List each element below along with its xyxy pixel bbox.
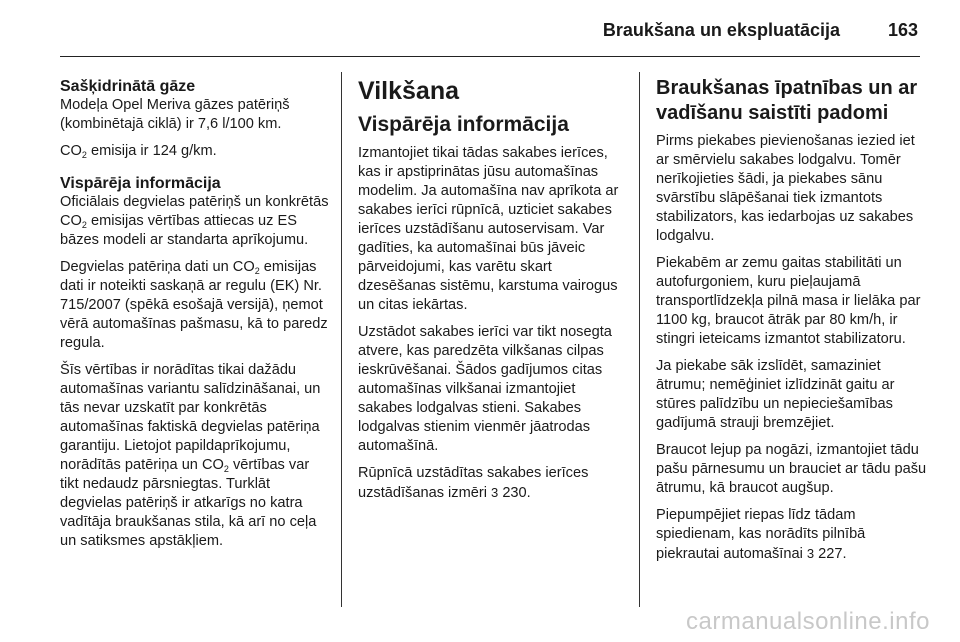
page-reference[interactable]: 227. [814, 546, 847, 562]
column-divider-2 [639, 72, 640, 607]
heading-lpg: Sašķidrinātā gāze [60, 78, 196, 95]
column-divider-1 [341, 72, 342, 607]
paragraph-stabiliser: Piekabēm ar zemu gaitas stabilitāti un autofurgoniem, kuru pieļaujamā transportlīdzekļa pilnā masa ir lielāka par 1100 kg, braucot ātrāk par 80 km/h, ir stingri ieteicams izmantot stabilizatoru. [656, 255, 921, 347]
page-header [0, 10, 960, 50]
section-title: Braukšana un ekspluatācija [602, 20, 840, 40]
paragraph-official-consumption: Oficiālais degvielas patēriņš un konkrētās $CO_2$ emisijas vērtības attiecas uz ES bāzes modeli ar standarta aprīkojumu. [60, 194, 329, 248]
watermark: carmanualsonline.info [686, 608, 930, 635]
heading-general-info: Vispārēja informācija [60, 175, 221, 192]
page-reference-arrow-icon: 3 [806, 546, 815, 561]
paragraph-lpg-consumption: Modeļa Opel Meriva gāzes patēriņš (kombinētajā ciklā) ir 7,6 l/100 km. [60, 97, 290, 132]
paragraph-skidding: Ja piekabe sāk izslīdēt, samaziniet ātrumu; nemēģiniet izlīdzināt gaitu ar stūres palīdzību un nepieciešamības gadījumā strauji bremzējiet. [656, 358, 895, 431]
paragraph-tyre-pressure: Piepumpējiet riepas līdz tādam spiedienam, kas norādīts pilnībā piekrautai automašīnai 3 227. [656, 507, 866, 562]
paragraph-towing-devices: Izmantojiet tikai tādas sakabes ierīces, kas ir apstiprinātas jūsu automašīnas modelim. Ja automašīna nav aprīkota ar sakabes ierīci rūpnīcā, uzticiet sakabes ierīces uzstādīšanu autoservisam. Var gadīties, ka automašīnai būs jāveic pārveidojumi, kas varētu skart dzesēšanas sistēmu, karstuma vairogus un citas iekārtas. [358, 145, 619, 313]
header-divider [60, 56, 920, 57]
paragraph-downhill: Braucot lejup pa nogāzi, izmantojiet tādu pašu pārnesumu un brauciet ar tādu pašu ātrumu, kā braucot augšup. [656, 442, 927, 496]
paragraph-values-disclaimer: Šīs vērtības ir norādītas tikai dažādu automašīnas variantu salīdzināšanai, un tās nevar uzskatīt par konkrētās automašīnas faktiskā degvielas patēriņa garantiju. Lietojot papildaprīkojumu, norādītās patēriņa un $CO_2$ vērtības var tikt nedaudz pārsniegtas. Turklāt degvielas patēriņš ir atkarīgs no katra vadītāja braukšanas stila, kā arī no ceļa un satiksmes apstākļiem. [60, 362, 321, 549]
paragraph-grease-ball: Pirms piekabes pievienošanas iezied iet ar smērvielu sakabes lodgalvu. Tomēr nerīkojieties šādi, ja piekabes sānu svārstību slāpēšanai tiek izmantots stabilizators, kas iedarbojas uz sakabes lodgalvu. [656, 133, 915, 244]
paragraph-co2-emission: $CO_2$ emisija ir 124 g/km. [60, 143, 217, 160]
page-reference[interactable]: 230. [498, 485, 531, 501]
page-reference-arrow-icon: 3 [491, 485, 499, 500]
column-2 [358, 76, 628, 511]
heading-general-info: Vispārēja informācija [358, 113, 569, 136]
paragraph-mounting-dimensions: Rūpnīcā uzstādītas sakabes ierīces uzstādīšanas izmēri 3 230. [358, 465, 589, 501]
column-3 [656, 76, 931, 572]
column-1 [60, 78, 330, 559]
paragraph-regulation: Degvielas patēriņa dati un $CO_2$ emisijas dati ir noteikti saskaņā ar regulu (EK) Nr. 715/2007 (spēkā esošajā versijā), ņemot vērā automašīnas pašmasu, kā to paredz regula. [60, 259, 328, 351]
paragraph-towing-eye: Uzstādot sakabes ierīci var tikt nosegta atvere, kas paredzēta vilkšanas cilpas ieskrūvēšanai. Šādos gadījumos citas automašīnas vilkšanai izmantojiet sakabes lodgalvas stieni. Sakabes lodgalvas stienim vienmēr jāatrodas automašīnā. [358, 324, 612, 454]
page-number: 163 [887, 20, 918, 40]
heading-towing: Vilkšana [358, 77, 460, 105]
heading-driving-tips: Braukšanas īpatnības un ar vadīšanu saistīti padomi [656, 77, 918, 124]
